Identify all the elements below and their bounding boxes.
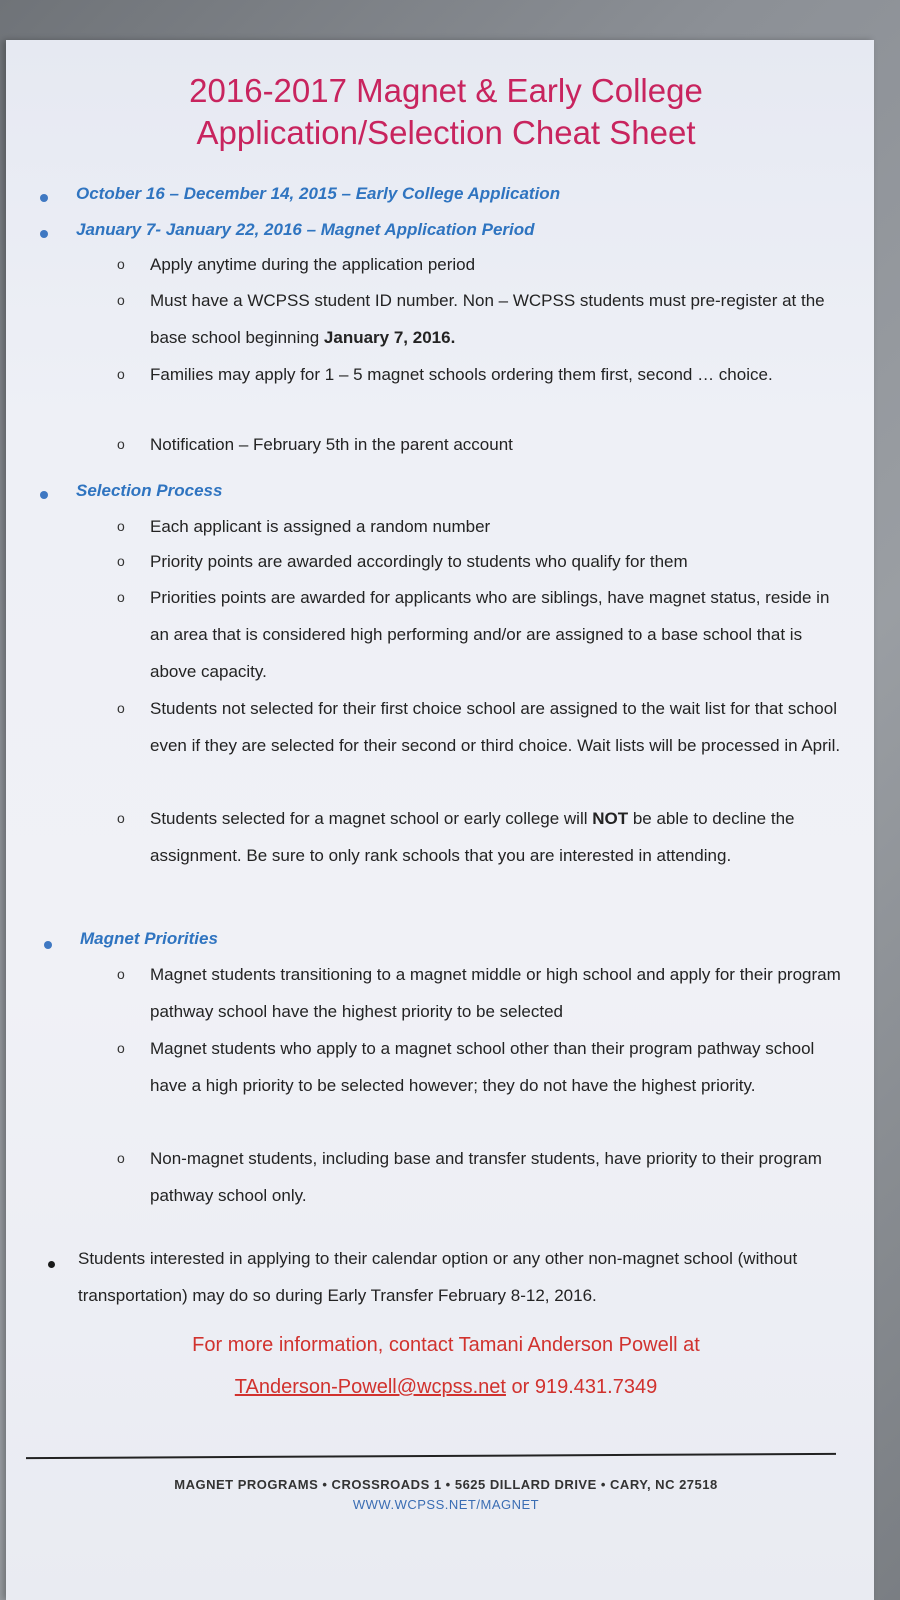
circle-bullet-icon: o bbox=[117, 589, 125, 605]
bullet-dot-icon bbox=[40, 230, 48, 238]
footer-website-link[interactable]: WWW.WCPSS.NET/MAGNET bbox=[352, 1497, 540, 1512]
title-line-2: Application/Selection Cheat Sheet bbox=[196, 114, 696, 151]
circle-bullet-icon: o bbox=[117, 518, 125, 534]
document-page bbox=[6, 40, 874, 1600]
circle-bullet-icon: o bbox=[117, 256, 125, 272]
list-item: o Must have a WCPSS student ID number. Non – WCPSS students must pre-register at the base school beginning January 7, 2016. bbox=[117, 282, 842, 356]
bullet-dot-icon bbox=[48, 1261, 55, 1268]
bullet-dot-icon bbox=[44, 941, 52, 949]
title-line-1: 2016-2017 Magnet & Early College bbox=[189, 72, 703, 109]
list-item: o Families may apply for 1 – 5 magnet schools ordering them first, second … choice. bbox=[117, 356, 842, 393]
circle-bullet-icon: o bbox=[117, 700, 125, 716]
early-transfer-note: Students interested in applying to their calendar option or any other non-magnet school (without transportation) may do so during Early Transfer February 8-12, 2016. bbox=[78, 1249, 798, 1305]
list-item: o Students selected for a magnet school or early college will NOT be able to decline the assignment. Be sure to only rank schools that you are interested in attending. bbox=[117, 800, 842, 874]
list-item: o Magnet students who apply to a magnet school other than their program pathway school have a high priority to be selected however; they do not have the highest priority. bbox=[117, 1030, 842, 1104]
circle-bullet-icon: o bbox=[117, 366, 125, 382]
circle-bullet-icon: o bbox=[117, 292, 125, 308]
list-item: o Priority points are awarded accordingly to students who qualify for them bbox=[117, 543, 842, 580]
list-item: o Magnet students transitioning to a magnet middle or high school and apply for their program pathway school have the highest priority to be selected bbox=[117, 956, 842, 1030]
contact-line: For more information, contact Tamani Anderson Powell at bbox=[192, 1334, 700, 1356]
list-item: o Priorities points are awarded for applicants who are siblings, have magnet status, reside in an area that is considered high performing and/or are assigned to a base school that is above capacity. bbox=[117, 579, 842, 690]
bullet-dot-icon bbox=[40, 194, 48, 202]
contact-details bbox=[66, 1366, 826, 1408]
bullet-dot-icon bbox=[40, 491, 48, 499]
circle-bullet-icon: o bbox=[117, 1150, 125, 1166]
contact-email-link[interactable]: TAnderson-Powell@wcpss.net bbox=[234, 1376, 506, 1398]
magnet-priorities-heading: Magnet Priorities bbox=[80, 929, 218, 948]
footer-divider bbox=[26, 1453, 836, 1459]
list-item: o Each applicant is assigned a random number bbox=[117, 508, 842, 545]
selection-process-heading: Selection Process bbox=[76, 481, 223, 500]
early-college-dates: October 16 – December 14, 2015 – Early College Application bbox=[76, 184, 561, 203]
document-title bbox=[66, 70, 826, 154]
circle-bullet-icon: o bbox=[117, 966, 125, 982]
contact-phone: or 919.431.7349 bbox=[505, 1376, 658, 1398]
list-item: o Apply anytime during the application period bbox=[117, 246, 842, 283]
list-item: o Non-magnet students, including base and transfer students, have priority to their program pathway school only. bbox=[117, 1140, 842, 1214]
circle-bullet-icon: o bbox=[117, 436, 125, 452]
footer-address: MAGNET PROGRAMS • CROSSROADS 1 • 5625 DILLARD DRIVE • CARY, NC 27518 bbox=[174, 1477, 718, 1492]
circle-bullet-icon: o bbox=[117, 1040, 125, 1056]
list-item: o Students not selected for their first choice school are assigned to the wait list for that school even if they are selected for their second or third choice. Wait lists will be processed in April. bbox=[117, 690, 842, 764]
magnet-application-dates: January 7- January 22, 2016 – Magnet Application Period bbox=[76, 220, 535, 239]
circle-bullet-icon: o bbox=[117, 553, 125, 569]
list-item: o Notification – February 5th in the parent account bbox=[117, 426, 842, 463]
circle-bullet-icon: o bbox=[117, 810, 125, 826]
